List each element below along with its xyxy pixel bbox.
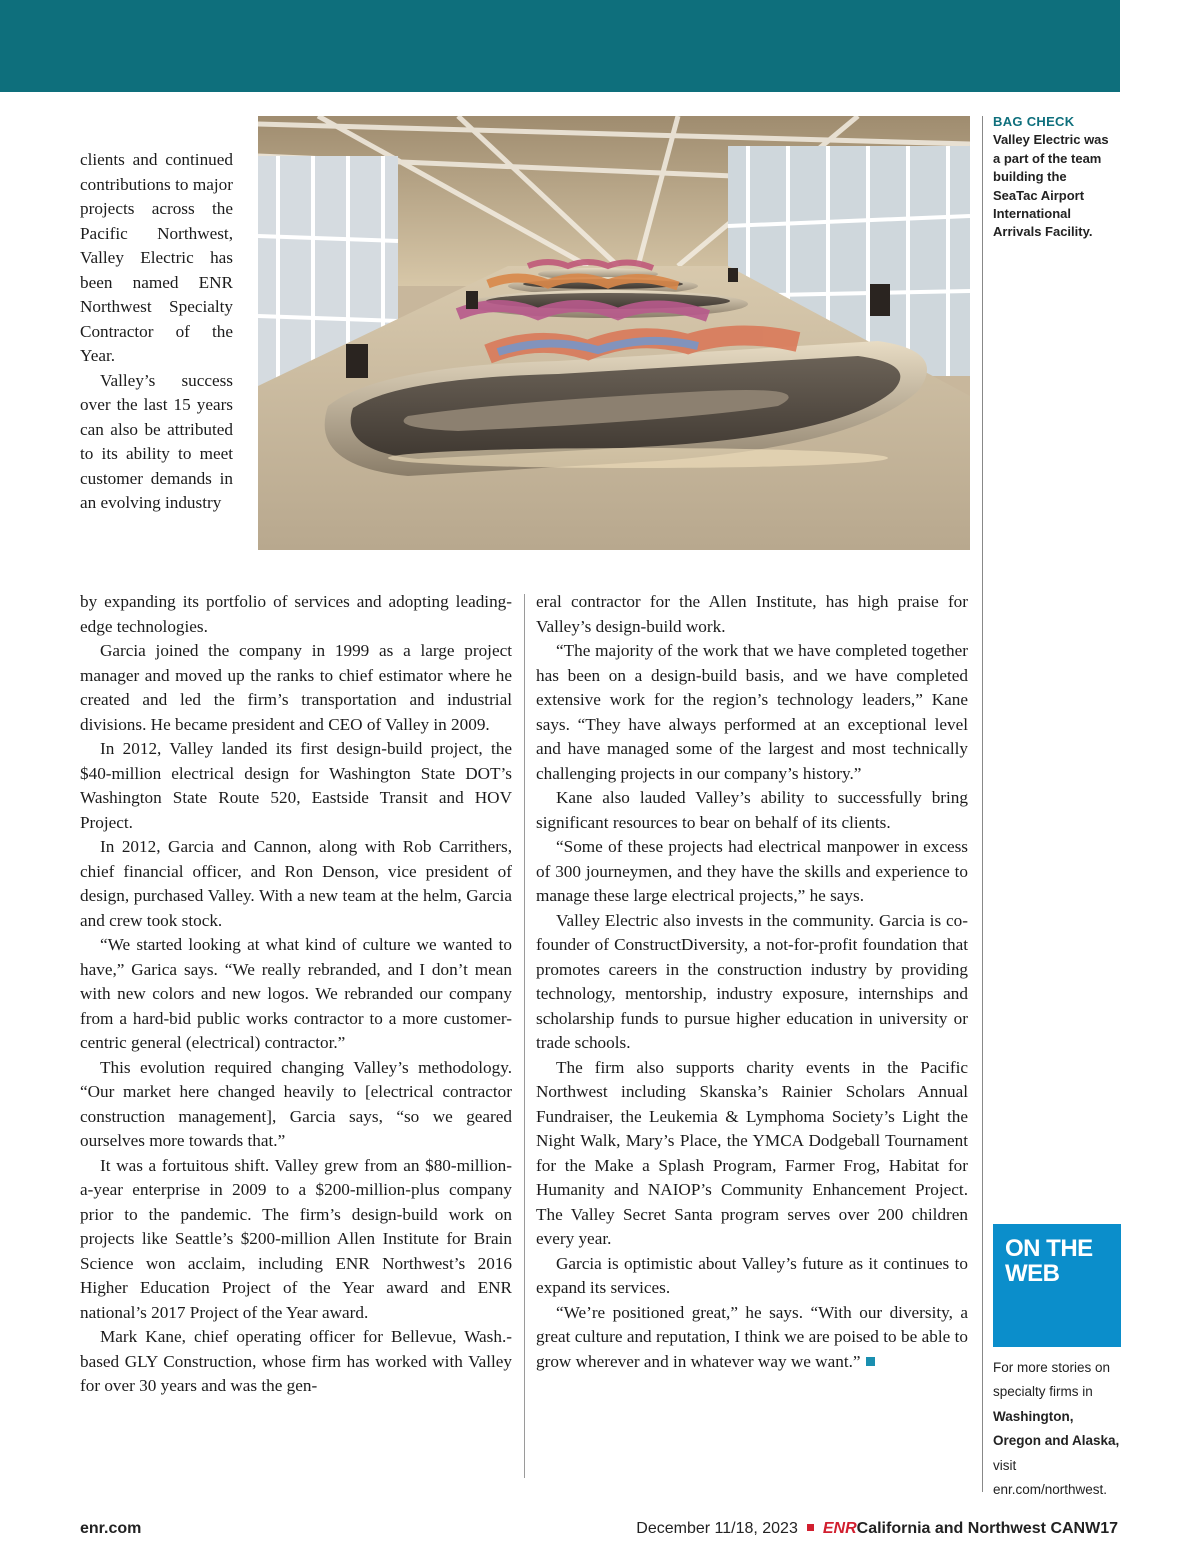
caption-text: Valley Electric was a part of the team building the SeaTac Airport International Arrivals Facility. [993, 132, 1109, 240]
on-the-web-intro: For more stories on specialty firms in [993, 1360, 1111, 1400]
end-mark-icon [866, 1357, 875, 1366]
article-paragraph: by expanding its portfolio of services and adopting leading-edge technologies. [80, 592, 512, 636]
article-paragraph: It was a fortuitous shift. Valley grew from an $80-million-a-year enterprise in 2009 to a $200-million-plus company prior to the pandemic. The firm’s design-build work on projects like Seattle’s $200-million Allen Institute for Brain Science won acclaim, including ENR Northwest’s 2016 Higher Education Project of the Year award and ENR national’s 2017 Project of the Year award. [80, 1155, 512, 1322]
closing-quote: “We’re positioned great,” he says. “With our diversity, a great culture and reputation, I think we are poised to be able to grow wherever and in whatever way we want.” [536, 1302, 968, 1371]
footer-site[interactable]: enr.com [80, 1520, 142, 1537]
article-paragraph: This evolution required changing Valley’s methodology. “Our market here changed heavily to [electrical contractor construction management], Garcia says, “so we geared ourselves more towards that.” [80, 1057, 512, 1150]
article-paragraph: clients and continued contributions to major projects across the Pacific Northwest, Valley Electric has been named ENR Northwest Specialty Contractor of the Year. [80, 150, 233, 365]
sidebar-divider [982, 116, 983, 1492]
article-right-column [536, 590, 968, 1374]
on-the-web-text [993, 1356, 1121, 1502]
footer-date: December 11/18, 2023 [636, 1520, 798, 1537]
article-narrow-column [80, 148, 233, 516]
article-paragraph: Valley’s success over the last 15 years can also be attributed to its ability to meet customer demands in an evolving industry [80, 370, 233, 512]
article-paragraph: In 2012, Garcia and Cannon, along with Rob Carrithers, chief financial officer, and Ron Denson, vice president of design, purchased Valley. With a new team at the helm, Garcia and crew took stock. [80, 837, 512, 930]
article-paragraph: The firm also supports charity events in the Pacific Northwest including Skanska’s Rainier Scholars Annual Fundraiser, the Leukemia & Lymphoma Society’s Light the Night Walk, Mary’s Place, the YMCA Dodgeball Tournament for the Make a Splash Program, Farmer Frog, Habitat for Humanity and NAIOP’s Community Enhancement Project. The Valley Secret Santa program serves over 200 children every year. [536, 1057, 968, 1248]
article-paragraph: In 2012, Valley landed its first design-build project, the $40-million electrical design for Washington State DOT’s Washington State Route 520, Eastside Transit and HOV Project. [80, 739, 512, 832]
column-divider [524, 594, 525, 1478]
article-paragraph: Mark Kane, chief operating officer for Bellevue, Wash.-based GLY Construction, whose firm has worked with Valley for over 30 years and was the gen- [80, 1327, 512, 1395]
article-paragraph: Garcia is optimistic about Valley’s future as it continues to expand its services. [536, 1253, 968, 1297]
on-the-web-title-line2: WEB [1005, 1260, 1060, 1287]
on-the-web-regions: Washington, Oregon and Alaska, [993, 1408, 1120, 1449]
article-paragraph: Kane also lauded Valley’s ability to successfully bring significant resources to bear on behalf of its clients. [536, 788, 968, 832]
article-paragraph [536, 1301, 968, 1375]
separator-square-icon [807, 1524, 814, 1531]
article-paragraph: Garcia joined the company in 1999 as a large project manager and moved up the ranks to chief estimator where he created and led the firm’s transportation and industrial divisions. He became president and CEO of Valley in 2009. [80, 641, 512, 734]
footer-folio [636, 1520, 1118, 1538]
article-paragraph: “Some of these projects had electrical manpower in excess of 300 journeymen, and they have the skills and experience to manage these large electrical projects,” he says. [536, 837, 968, 905]
caption-kicker: BAG CHECK [993, 114, 1075, 129]
baggage-claim-photo [258, 116, 970, 550]
article-left-column [80, 590, 512, 1399]
on-the-web-title-line1: ON THE [1005, 1235, 1093, 1262]
article-paragraph: “We started looking at what kind of culture we wanted to have,” Garica says. “We really rebranded, and I don’t mean with new colors and new logos. We rebranded our company from a hard-bid public works contractor to a more customer-centric general (electrical) contractor.” [80, 935, 512, 1052]
article-paragraph: eral contractor for the Allen Institute, has high praise for Valley’s design-build work. [536, 592, 968, 636]
footer-publication: California and Northwest CANW17 [856, 1520, 1118, 1537]
on-the-web-box [993, 1224, 1121, 1347]
on-the-web-link[interactable]: visit enr.com/northwest. [993, 1457, 1108, 1498]
article-paragraph: “The majority of the work that we have completed together has been on a design-build basis, and we have completed extensive work for the region’s technology leaders,” Kane says. “They have always performed at an exceptional level and have managed some of the largest and most technically challenging projects in our company’s history.” [536, 641, 968, 783]
top-color-bar [0, 0, 1120, 92]
photo-caption [993, 113, 1113, 242]
footer-brand-logo: ENR [822, 1520, 857, 1537]
article-paragraph: Valley Electric also invests in the community. Garcia is co-founder of ConstructDiversity, a not-for-profit foundation that promotes careers in the construction industry by providing technology, mentorship, industry exposure, internships and scholarship funds to pursue higher education in university or trade schools. [536, 910, 968, 1052]
